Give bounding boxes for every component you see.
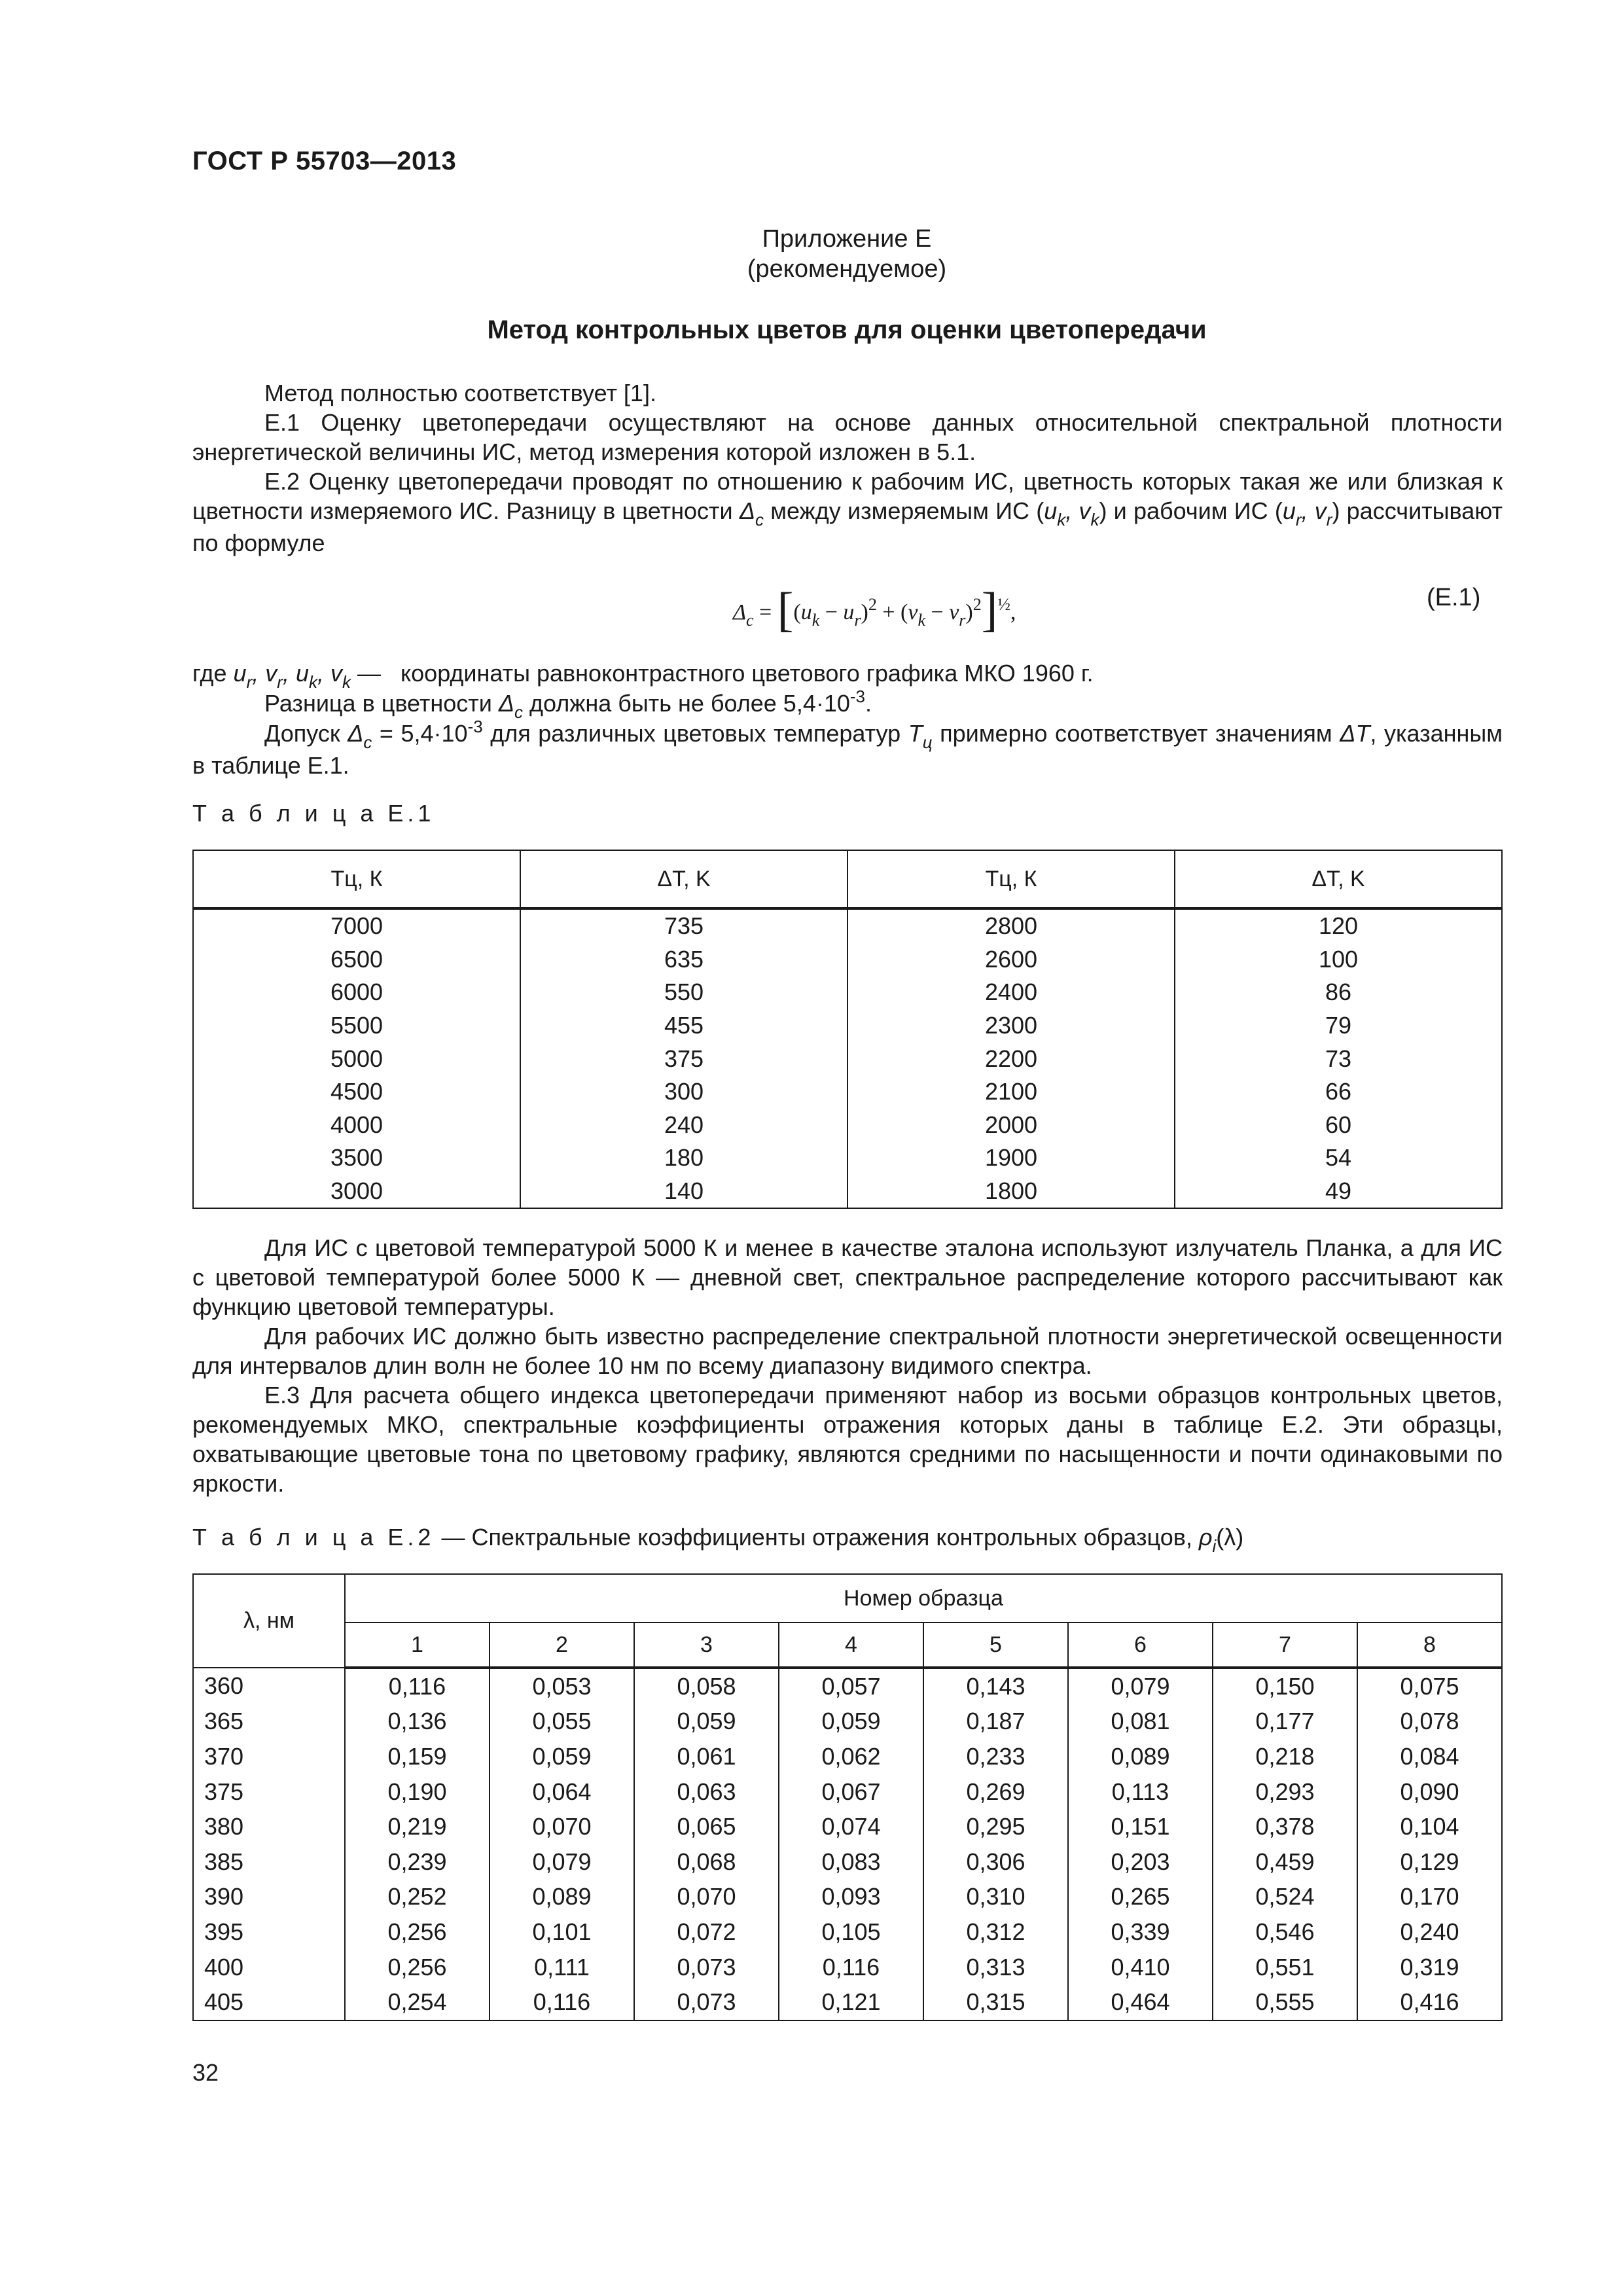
- table-e2-value-cell: 0,254: [345, 1984, 490, 2020]
- table-e2-wavelength-cell: 395: [193, 1914, 345, 1950]
- table-e2-value-cell: 0,129: [1357, 1844, 1502, 1880]
- table-e1-cell: 5000: [193, 1042, 520, 1075]
- table-e1-cell: 2400: [847, 976, 1175, 1009]
- table-e2-value-cell: 0,378: [1213, 1809, 1357, 1844]
- table-e2-value-cell: 0,073: [634, 1950, 779, 1985]
- table-e2-value-cell: 0,170: [1357, 1880, 1502, 1915]
- table-e2-value-cell: 0,068: [634, 1844, 779, 1880]
- table-e2-wavelength-cell: 375: [193, 1774, 345, 1810]
- table-e2-value-cell: 0,083: [779, 1844, 923, 1880]
- document-number-header: ГОСТ Р 55703—2013: [192, 147, 457, 175]
- table-e2-value-cell: 0,089: [490, 1880, 634, 1915]
- table-e2-value-cell: 0,116: [345, 1668, 490, 1704]
- table-e1-cell: 49: [1175, 1175, 1502, 1209]
- table-e2-header-sample-number: 3: [634, 1623, 779, 1668]
- table-e1-cell: 240: [520, 1109, 847, 1142]
- table-e2-value-cell: 0,293: [1213, 1774, 1357, 1810]
- table-e2-wavelength-cell: 385: [193, 1844, 345, 1880]
- table-e2-value-cell: 0,295: [923, 1809, 1068, 1844]
- clause-e1-paragraph: Е.1 Оценку цветопередачи осуществляют на основе данных относительной спектральной плотности энергетической величины ИС, метод измерения которой изложен в 5.1.: [192, 409, 1503, 465]
- page-number: 32: [192, 2059, 219, 2086]
- table-e1-row: [193, 1175, 1502, 1209]
- table-e2-row: [193, 1668, 1502, 1704]
- table-e2-body: [193, 1668, 1502, 2020]
- clause-e2-paragraph: Е.2 Оценку цветопередачи проводят по отношению к рабочим ИС, цветность которых такая же или близкая к цветности измеряемого ИС. Разницу в цветности $\Delta_c$ между измеряемым ИС ($u_k$, $v_k$) и рабочим ИС ($u_r$, $v_r$) рассчитывают по формуле: [192, 468, 1503, 556]
- table-e2-row: [193, 1950, 1502, 1985]
- table-e2-value-cell: 0,067: [779, 1774, 923, 1810]
- table-e1-cell: 735: [520, 908, 847, 943]
- table-e2-value-cell: 0,061: [634, 1739, 779, 1774]
- table-e2-value-cell: 0,256: [345, 1914, 490, 1950]
- table-e2-value-cell: 0,256: [345, 1950, 490, 1985]
- table-e1-row: [193, 1109, 1502, 1142]
- table-e2-value-cell: 0,159: [345, 1739, 490, 1774]
- table-e2-row: [193, 1704, 1502, 1740]
- table-e2-value-cell: 0,416: [1357, 1984, 1502, 2020]
- table-e1-cell: 6000: [193, 976, 520, 1009]
- table-e1: [192, 850, 1503, 1209]
- table-e1-cell: 4500: [193, 1075, 520, 1109]
- table-e1-cell: 2300: [847, 1009, 1175, 1043]
- table-e2-value-cell: 0,053: [490, 1668, 634, 1704]
- table-e1-cell: 66: [1175, 1075, 1502, 1109]
- table-e2-wavelength-cell: 390: [193, 1880, 345, 1915]
- table-e1-cell: 73: [1175, 1042, 1502, 1075]
- table-e2-value-cell: 0,546: [1213, 1914, 1357, 1950]
- table-e2-value-cell: 0,070: [634, 1880, 779, 1915]
- table-e1-cell: 4000: [193, 1109, 520, 1142]
- table-e2-header-sample-number: 4: [779, 1623, 923, 1668]
- table-e1-cell: 120: [1175, 908, 1502, 943]
- table-e2-value-cell: 0,074: [779, 1809, 923, 1844]
- table-e2-header-sample-number: 1: [345, 1623, 490, 1668]
- table-e2-wavelength-cell: 365: [193, 1704, 345, 1740]
- table-e2-value-cell: 0,239: [345, 1844, 490, 1880]
- table-e2-value-cell: 0,315: [923, 1984, 1068, 2020]
- table-e1-cell: 3500: [193, 1141, 520, 1175]
- table-e2-value-cell: 0,306: [923, 1844, 1068, 1880]
- table-e1-cell: 140: [520, 1175, 847, 1209]
- appendix-status: (рекомендуемое): [747, 255, 947, 283]
- table-e2-value-cell: 0,059: [779, 1704, 923, 1740]
- table-e2-value-cell: 0,219: [345, 1809, 490, 1844]
- table-e2-value-cell: 0,339: [1068, 1914, 1213, 1950]
- table-e1-cell: 1900: [847, 1141, 1175, 1175]
- table-e1-cell: 1800: [847, 1175, 1175, 1209]
- table-e2-wavelength-cell: 380: [193, 1809, 345, 1844]
- table-e1-header-temp: Тц, К: [847, 850, 1175, 908]
- reference-source-paragraph: Для ИС с цветовой температурой 5000 К и менее в качестве эталона используют излучатель Планка, а для ИС с цветовой температурой более 5000 К — дневной свет, спектральное распределение которого рассчитывают как функцию цветовой температуры.: [192, 1234, 1503, 1320]
- table-e1-row: [193, 976, 1502, 1009]
- table-e2-value-cell: 0,555: [1213, 1984, 1357, 2020]
- table-e2-row: [193, 1774, 1502, 1810]
- table-e2-value-cell: 0,064: [490, 1774, 634, 1810]
- table-e2-value-cell: 0,551: [1213, 1950, 1357, 1985]
- table-e1-cell: 100: [1175, 943, 1502, 977]
- table-e2-value-cell: 0,150: [1213, 1668, 1357, 1704]
- table-e2-row: [193, 1880, 1502, 1915]
- table-e2-caption: Т а б л и ц а Е.2 — Спектральные коэффициенты отражения контрольных образцов, $\rho_i(\lambda)$: [192, 1524, 1244, 1556]
- table-e1-cell: 2600: [847, 943, 1175, 977]
- table-e2-row: [193, 1984, 1502, 2020]
- table-e2-wavelength-cell: 370: [193, 1739, 345, 1774]
- table-e1-row: [193, 1141, 1502, 1175]
- table-e2-value-cell: 0,319: [1357, 1950, 1502, 1985]
- table-e2-value-cell: 0,203: [1068, 1844, 1213, 1880]
- table-e2-wavelength-cell: 400: [193, 1950, 345, 1985]
- working-source-paragraph: Для рабочих ИС должно быть известно распределение спектральной плотности энергетической освещенности для интервалов длин волн не более 10 нм по всему диапазону видимого спектра.: [192, 1323, 1503, 1379]
- table-e2-value-cell: 0,058: [634, 1668, 779, 1704]
- table-e2-value-cell: 0,313: [923, 1950, 1068, 1985]
- table-e2-value-cell: 0,070: [490, 1809, 634, 1844]
- table-e2-value-cell: 0,093: [779, 1880, 923, 1915]
- table-e1-body: [193, 908, 1502, 1208]
- table-e2-value-cell: 0,079: [1068, 1668, 1213, 1704]
- table-e2-value-cell: 0,063: [634, 1774, 779, 1810]
- table-e1-cell: 2800: [847, 908, 1175, 943]
- table-e2-value-cell: 0,101: [490, 1914, 634, 1950]
- table-e2-value-cell: 0,151: [1068, 1809, 1213, 1844]
- table-e2-wavelength-cell: 405: [193, 1984, 345, 2020]
- table-e2-value-cell: 0,524: [1213, 1880, 1357, 1915]
- appendix-title: Приложение Е: [762, 225, 932, 253]
- table-e2-header-sample-number: 7: [1213, 1623, 1357, 1668]
- table-e2-row: [193, 1914, 1502, 1950]
- table-e2-row: [193, 1809, 1502, 1844]
- table-e2-value-cell: 0,312: [923, 1914, 1068, 1950]
- table-e1-row: [193, 1009, 1502, 1043]
- table-e2-header-wavelength: λ, нм: [193, 1574, 345, 1668]
- table-e2-value-cell: 0,105: [779, 1914, 923, 1950]
- table-e2-header-sample-number: 5: [923, 1623, 1068, 1668]
- table-e1-row: [193, 1075, 1502, 1109]
- table-e2-value-cell: 0,265: [1068, 1880, 1213, 1915]
- table-e2-value-cell: 0,233: [923, 1739, 1068, 1774]
- table-e2-value-cell: 0,190: [345, 1774, 490, 1810]
- appendix-heading: Метод контрольных цветов для оценки цветопередачи: [487, 315, 1207, 344]
- table-e2-value-cell: 0,187: [923, 1704, 1068, 1740]
- table-e2-value-cell: 0,078: [1357, 1704, 1502, 1740]
- table-e2-value-cell: 0,310: [923, 1880, 1068, 1915]
- table-e2-value-cell: 0,062: [779, 1739, 923, 1774]
- table-e1-header-delta: ΔT, K: [520, 850, 847, 908]
- table-e2-value-cell: 0,252: [345, 1880, 490, 1915]
- table-e2-value-cell: 0,240: [1357, 1914, 1502, 1950]
- table-e2-value-cell: 0,121: [779, 1984, 923, 2020]
- table-e2-value-cell: 0,143: [923, 1668, 1068, 1704]
- table-e2-value-cell: 0,410: [1068, 1950, 1213, 1985]
- table-e2-value-cell: 0,055: [490, 1704, 634, 1740]
- table-e1-row: [193, 943, 1502, 977]
- table-e1-cell: 6500: [193, 943, 520, 977]
- formula-e1: $\Delta_c = [(u_k - u_r)^2 + (v_k - v_r)^2]^{\frac{1}{2}}$,: [733, 583, 1016, 637]
- table-e1-caption: Т а б л и ц а Е.1: [192, 800, 435, 827]
- table-e2-row: [193, 1739, 1502, 1774]
- table-e2-value-cell: 0,104: [1357, 1809, 1502, 1844]
- table-e1-cell: 86: [1175, 976, 1502, 1009]
- table-e1-row: [193, 908, 1502, 943]
- table-e1-cell: 2200: [847, 1042, 1175, 1075]
- table-e1-cell: 3000: [193, 1175, 520, 1209]
- table-e2-header-sample-group: Номер образца: [345, 1574, 1502, 1623]
- formula-legend: где $u_r$, $v_r$, $u_k$, $v_k$ — координаты равноконтрастного цветового графика МКО 1960 г.: [192, 660, 1094, 692]
- table-e2-value-cell: 0,090: [1357, 1774, 1502, 1810]
- table-e1-header-temp: Тц, К: [193, 850, 520, 908]
- chromaticity-limit-line: Разница в цветности $\Delta_c$ должна быть не более $5,4\cdot 10^{-3}$.: [264, 687, 872, 722]
- table-e2-value-cell: 0,177: [1213, 1704, 1357, 1740]
- table-e2-value-cell: 0,459: [1213, 1844, 1357, 1880]
- table-e2-value-cell: 0,116: [490, 1984, 634, 2020]
- table-e2-wavelength-cell: 360: [193, 1668, 345, 1704]
- table-e2-value-cell: 0,079: [490, 1844, 634, 1880]
- table-e1-cell: 54: [1175, 1141, 1502, 1175]
- table-e2-value-cell: 0,059: [490, 1739, 634, 1774]
- table-e2-value-cell: 0,073: [634, 1984, 779, 2020]
- table-e1-cell: 180: [520, 1141, 847, 1175]
- table-e1-cell: 2100: [847, 1075, 1175, 1109]
- clause-e3-paragraph: Е.3 Для расчета общего индекса цветопередачи применяют набор из восьми образцов контрольных цветов, рекомендуемых МКО, спектральные коэффициенты отражения которых даны в таблице Е.2. Эти образцы, охватывающие цветовые тона по цветовому графику, являются средними по насыщенности и почти одинаковыми по яркости.: [192, 1382, 1503, 1497]
- table-e2-value-cell: 0,218: [1213, 1739, 1357, 1774]
- table-e1-cell: 300: [520, 1075, 847, 1109]
- method-reference-paragraph: Метод полностью соответствует [1].: [264, 380, 656, 406]
- table-e2-value-cell: 0,081: [1068, 1704, 1213, 1740]
- table-e2-value-cell: 0,116: [779, 1950, 923, 1985]
- table-e2-value-cell: 0,065: [634, 1809, 779, 1844]
- table-e1-cell: 2000: [847, 1109, 1175, 1142]
- table-e2-value-cell: 0,057: [779, 1668, 923, 1704]
- table-e2-header-sample-number: 6: [1068, 1623, 1213, 1668]
- table-e1-cell: 550: [520, 976, 847, 1009]
- table-e1-cell: 455: [520, 1009, 847, 1043]
- table-e2: [192, 1573, 1503, 2021]
- table-e2-value-cell: 0,075: [1357, 1668, 1502, 1704]
- table-e2-value-cell: 0,084: [1357, 1739, 1502, 1774]
- table-e1-cell: 79: [1175, 1009, 1502, 1043]
- formula-e1-number: (Е.1): [1427, 584, 1481, 611]
- table-e1-cell: 7000: [193, 908, 520, 943]
- table-e2-value-cell: 0,089: [1068, 1739, 1213, 1774]
- table-e2-value-cell: 0,111: [490, 1950, 634, 1985]
- table-e1-cell: 635: [520, 943, 847, 977]
- table-e1-cell: 375: [520, 1042, 847, 1075]
- table-e2-value-cell: 0,136: [345, 1704, 490, 1740]
- table-e2-header-sample-number: 2: [490, 1623, 634, 1668]
- table-e1-row: [193, 1042, 1502, 1075]
- table-e1-header-delta: ΔT, K: [1175, 850, 1502, 908]
- table-e2-row: [193, 1844, 1502, 1880]
- table-e2-value-cell: 0,113: [1068, 1774, 1213, 1810]
- table-e1-cell: 5500: [193, 1009, 520, 1043]
- table-e2-value-cell: 0,072: [634, 1914, 779, 1950]
- tolerance-paragraph: Допуск $\Delta_c = 5,4\cdot 10^{-3}$ для различных цветовых температур $T_ц$ примерно соответствует значениям ΔT, указанным в таблице Е.1.: [192, 717, 1503, 779]
- table-e2-value-cell: 0,269: [923, 1774, 1068, 1810]
- table-e2-value-cell: 0,059: [634, 1704, 779, 1740]
- table-e2-value-cell: 0,464: [1068, 1984, 1213, 2020]
- table-e1-cell: 60: [1175, 1109, 1502, 1142]
- table-e2-header-sample-number: 8: [1357, 1623, 1502, 1668]
